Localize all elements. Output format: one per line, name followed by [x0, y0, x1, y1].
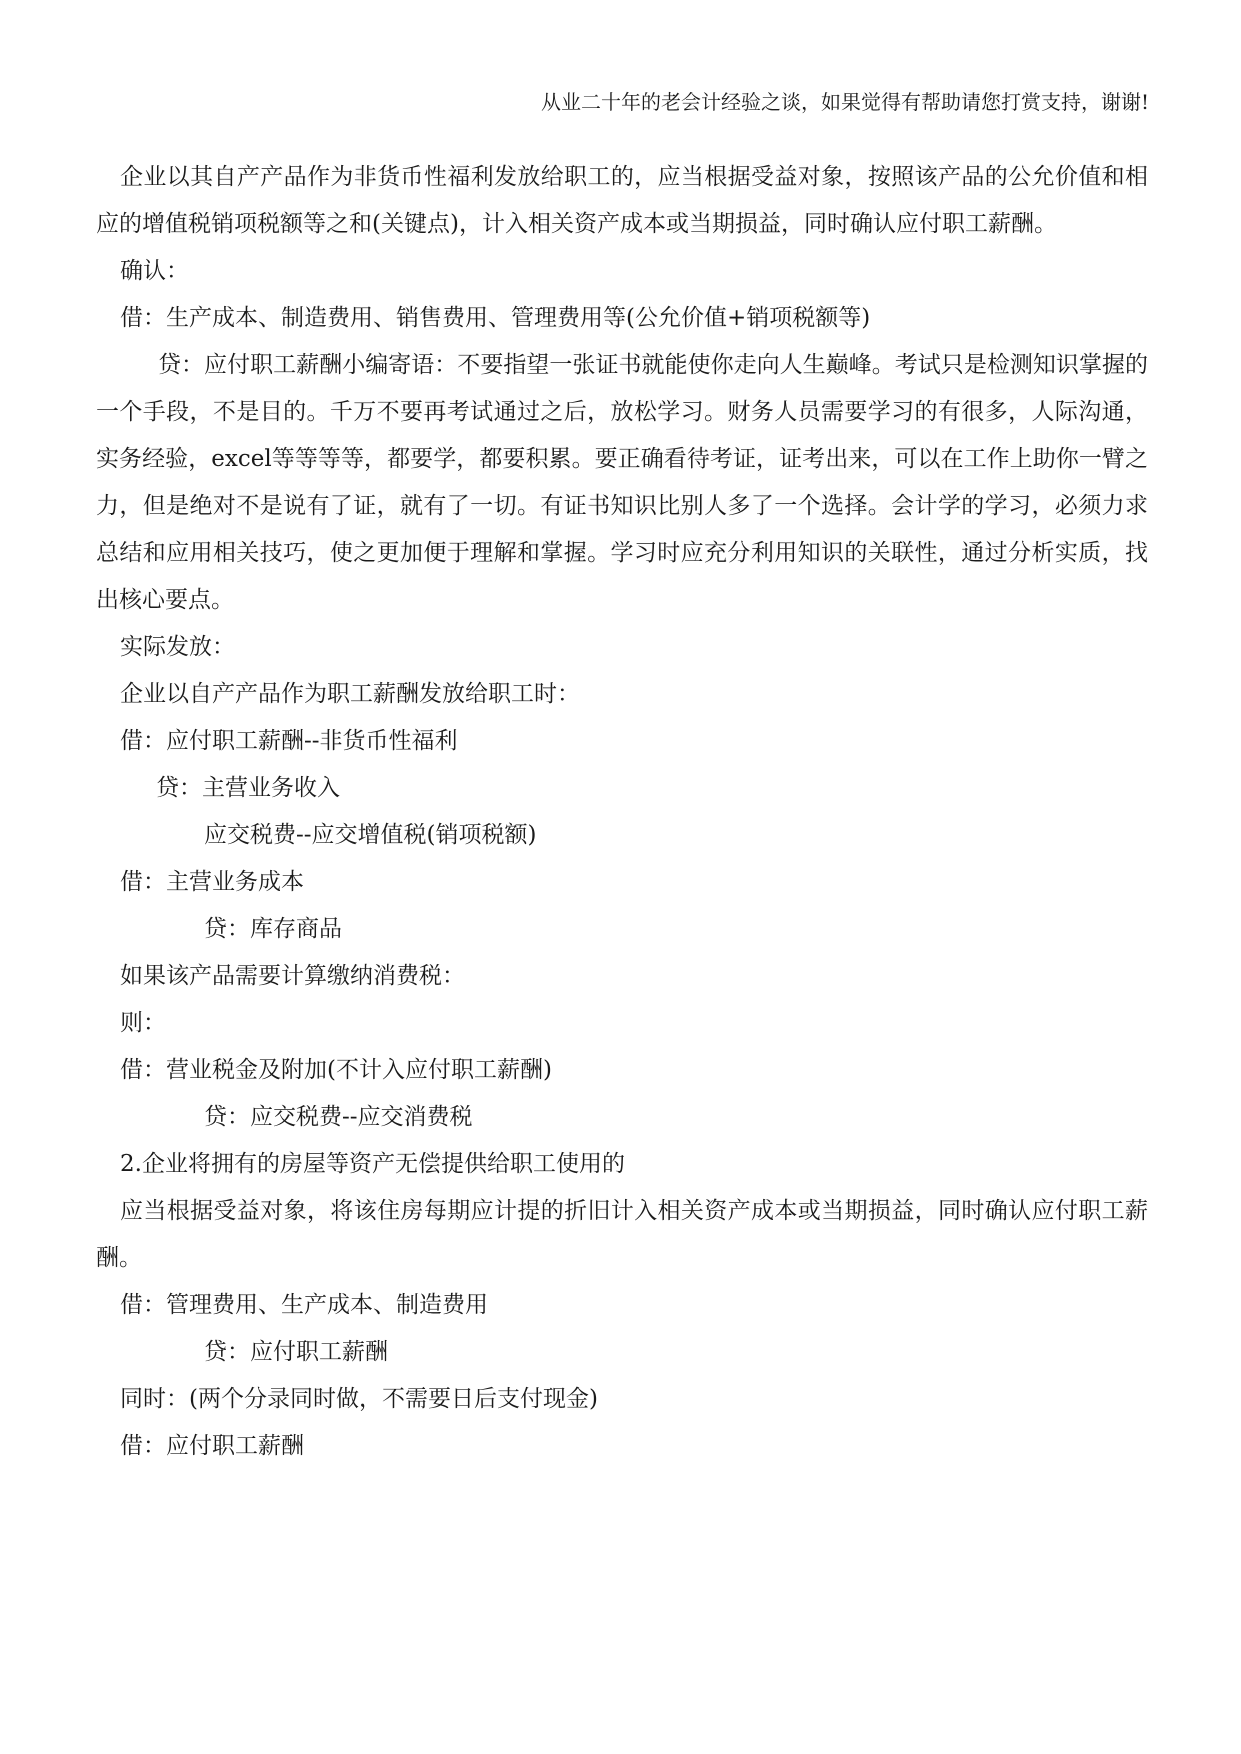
paragraph-actual-payment-desc: 企业以自产产品作为职工薪酬发放给职工时： [120, 681, 580, 707]
entry-credit-inventory: 贷：库存商品 [204, 916, 342, 942]
entry-credit-vat-output: 应交税费--应交增值税(销项税额) [204, 822, 537, 848]
paragraph-simultaneous-note: 同时：(两个分录同时做，不需要日后支付现金) [120, 1386, 598, 1412]
document-body [96, 154, 1148, 1470]
entry-debit-business-tax: 借：营业税金及附加(不计入应付职工薪酬) [120, 1057, 552, 1083]
paragraph-then-label: 则： [120, 1010, 166, 1036]
entry-debit-main-cost: 借：主营业务成本 [120, 869, 304, 895]
paragraph-actual-payment-label: 实际发放： [120, 634, 235, 660]
paragraph-housing-desc: 应当根据受益对象，将该住房每期应计提的折旧计入相关资产成本或当期损益，同时确认应付职工薪酬。 [96, 1198, 1148, 1271]
paragraph-consumption-tax-condition: 如果该产品需要计算缴纳消费税： [120, 963, 465, 989]
entry-debit-admin-costs: 借：管理费用、生产成本、制造费用 [120, 1292, 488, 1318]
entry-debit-costs: 借：生产成本、制造费用、销售费用、管理费用等(公允价值+销项税额等) [120, 305, 871, 331]
entry-credit-payroll: 贷：应付职工薪酬 [204, 1339, 388, 1365]
paragraph-welfare-intro: 企业以其自产产品作为非货币性福利发放给职工的，应当根据受益对象，按照该产品的公允价值和相应的增值税销项税额等之和(关键点)，计入相关资产成本或当期损益，同时确认应付职工薪酬。 [96, 164, 1148, 237]
section-heading-housing: 2.企业将拥有的房屋等资产无偿提供给职工使用的 [120, 1151, 625, 1177]
paragraph-confirm-label: 确认： [120, 258, 189, 284]
entry-debit-payroll: 借：应付职工薪酬 [120, 1433, 304, 1459]
paragraph-editor-note: 贷：应付职工薪酬小编寄语：不要指望一张证书就能使你走向人生巅峰。考试只是检测知识掌握的一个手段，不是目的。千万不要再考试通过之后，放松学习。财务人员需要学习的有很多，人际沟通，实务经验，excel等等等等，都要学，都要积累。要正确看待考证，证考出来，可以在工作上助你一臂之力，但是绝对不是说有了证，就有了一切。有证书知识比别人多了一个选择。会计学的学习，必须力求总结和应用相关技巧，使之更加便于理解和掌握。学习时应充分利用知识的关联性，通过分析实质，找出核心要点。 [96, 352, 1148, 613]
entry-credit-consumption-tax: 贷：应交税费--应交消费税 [204, 1104, 473, 1130]
header-note: 从业二十年的老会计经验之谈，如果觉得有帮助请您打赏支持，谢谢! [540, 90, 1149, 114]
entry-credit-main-revenue: 贷：主营业务收入 [156, 775, 340, 801]
entry-debit-payroll-nonmonetary: 借：应付职工薪酬--非货币性福利 [120, 728, 458, 754]
